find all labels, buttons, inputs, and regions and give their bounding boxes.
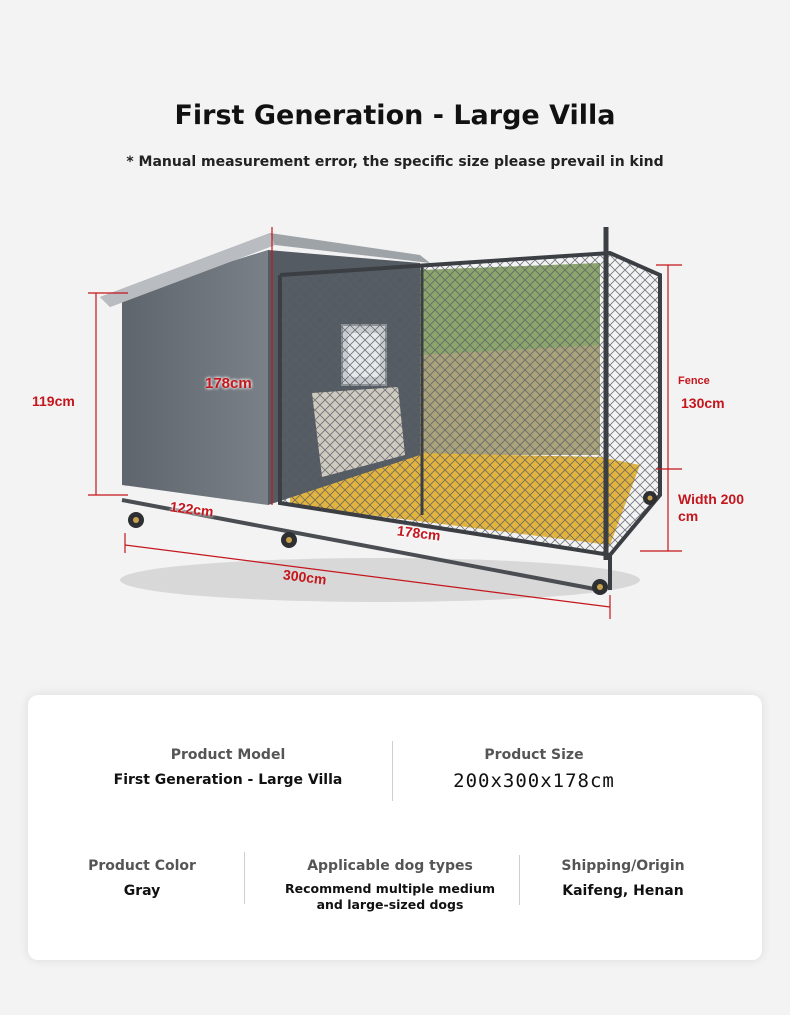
spec-model	[68, 747, 388, 788]
spec-color-value: Gray	[123, 883, 161, 899]
measurement-note: * Manual measurement error, the specific size please prevail in kind	[126, 154, 664, 170]
dim-width: Width 200 cm	[678, 491, 744, 524]
divider	[519, 855, 520, 905]
spec-size-value: 200x300x178cm	[453, 770, 615, 792]
spec-model-label: Product Model	[170, 747, 286, 763]
spec-dog-types-value: Recommend multiple medium and large-sized dogs	[284, 881, 496, 912]
dim-fence-label: Fence	[678, 375, 710, 387]
spec-dog-types	[274, 858, 506, 913]
dim-fence-length: 178cm	[396, 522, 442, 544]
spec-origin	[538, 858, 708, 899]
spec-size	[394, 747, 674, 792]
kennel-illustration	[0, 215, 790, 635]
divider	[392, 741, 393, 801]
spec-card	[28, 695, 762, 960]
spec-color	[58, 858, 226, 899]
dim-house-length: 178cm	[205, 375, 252, 392]
product-image	[0, 215, 790, 635]
spec-dog-types-label: Applicable dog types	[307, 858, 473, 874]
dim-fence-height: 130cm	[681, 395, 725, 411]
spec-color-label: Product Color	[88, 858, 196, 874]
spec-size-label: Product Size	[484, 747, 584, 763]
page-title: First Generation - Large Villa	[174, 100, 616, 131]
dim-house-height: 119cm	[32, 393, 75, 409]
spec-origin-value: Kaifeng, Henan	[562, 883, 684, 899]
dim-house-width: 122cm	[169, 498, 215, 520]
divider	[244, 852, 245, 904]
spec-model-value: First Generation - Large Villa	[113, 772, 343, 788]
spec-origin-label: Shipping/Origin	[561, 858, 685, 874]
dim-total-length: 300cm	[282, 566, 328, 588]
